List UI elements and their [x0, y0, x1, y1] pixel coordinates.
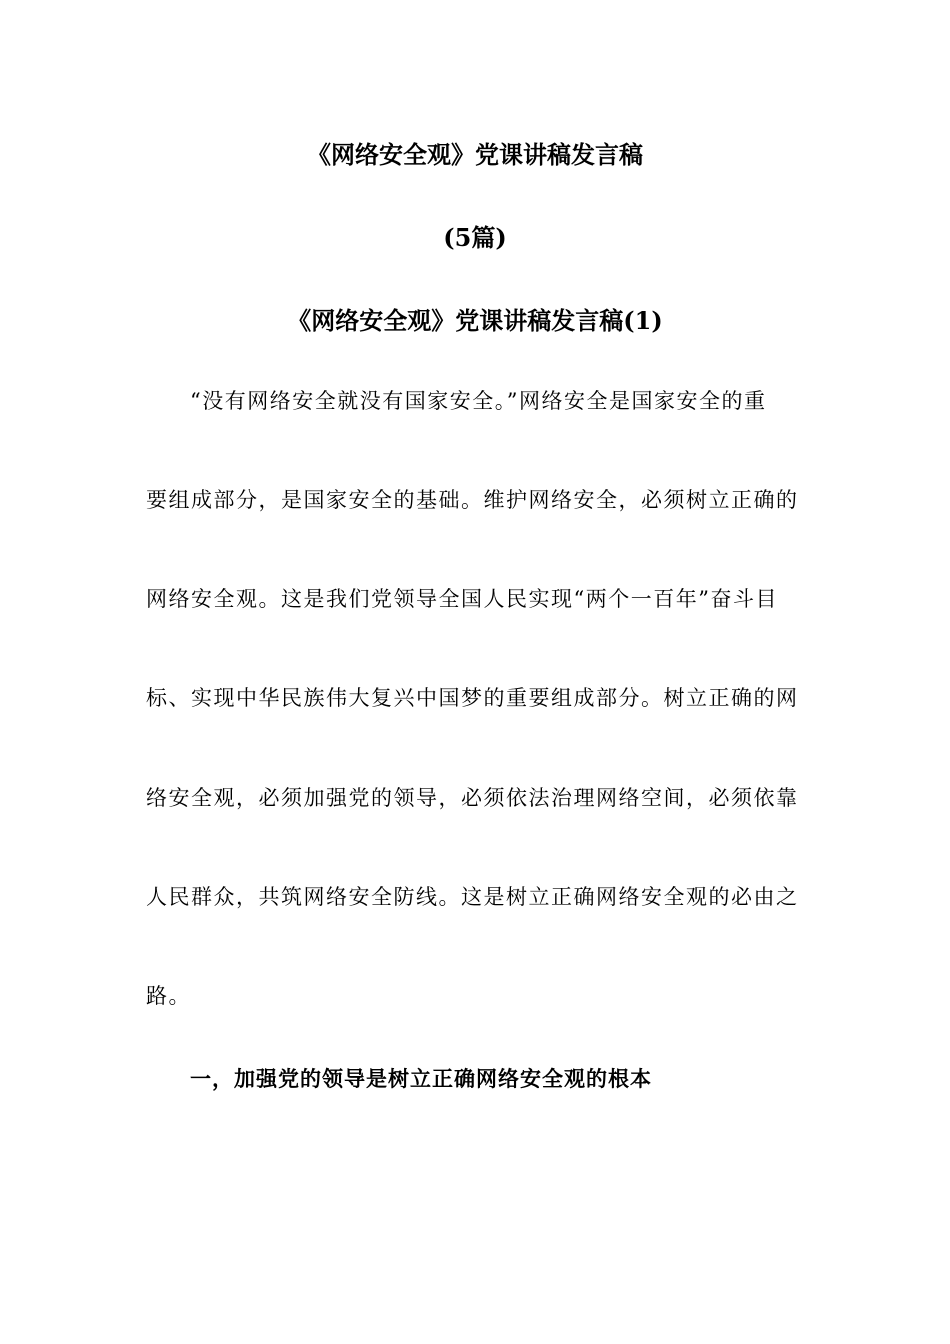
paragraph-line: 标、实现中华民族伟大复兴中国梦的重要组成部分。树立正确的网 — [146, 686, 799, 710]
document-title: 《网络安全观》党课讲稿发言稿 — [307, 140, 643, 169]
paragraph-line: 路。 — [146, 984, 191, 1008]
section-title: 《网络安全观》党课讲稿发言稿(1) — [287, 306, 663, 335]
paragraph-line: 要组成部分，是国家安全的基础。维护网络安全，必须树立正确的 — [146, 488, 799, 512]
document-subtitle: (5篇) — [443, 223, 507, 252]
paragraph-line: 网络安全观。这是我们党领导全国人民实现“两个一百年”奋斗目 — [146, 587, 778, 611]
section-heading: 一，加强党的领导是树立正确网络安全观的根本 — [190, 1066, 652, 1091]
paragraph-line: 络安全观，必须加强党的领导，必须依法治理网络空间，必须依靠 — [146, 786, 799, 810]
paragraph-line: “没有网络安全就没有国家安全。”网络安全是国家安全的重 — [190, 389, 767, 413]
paragraph-line: 人民群众，共筑网络安全防线。这是树立正确网络安全观的必由之 — [146, 885, 799, 909]
